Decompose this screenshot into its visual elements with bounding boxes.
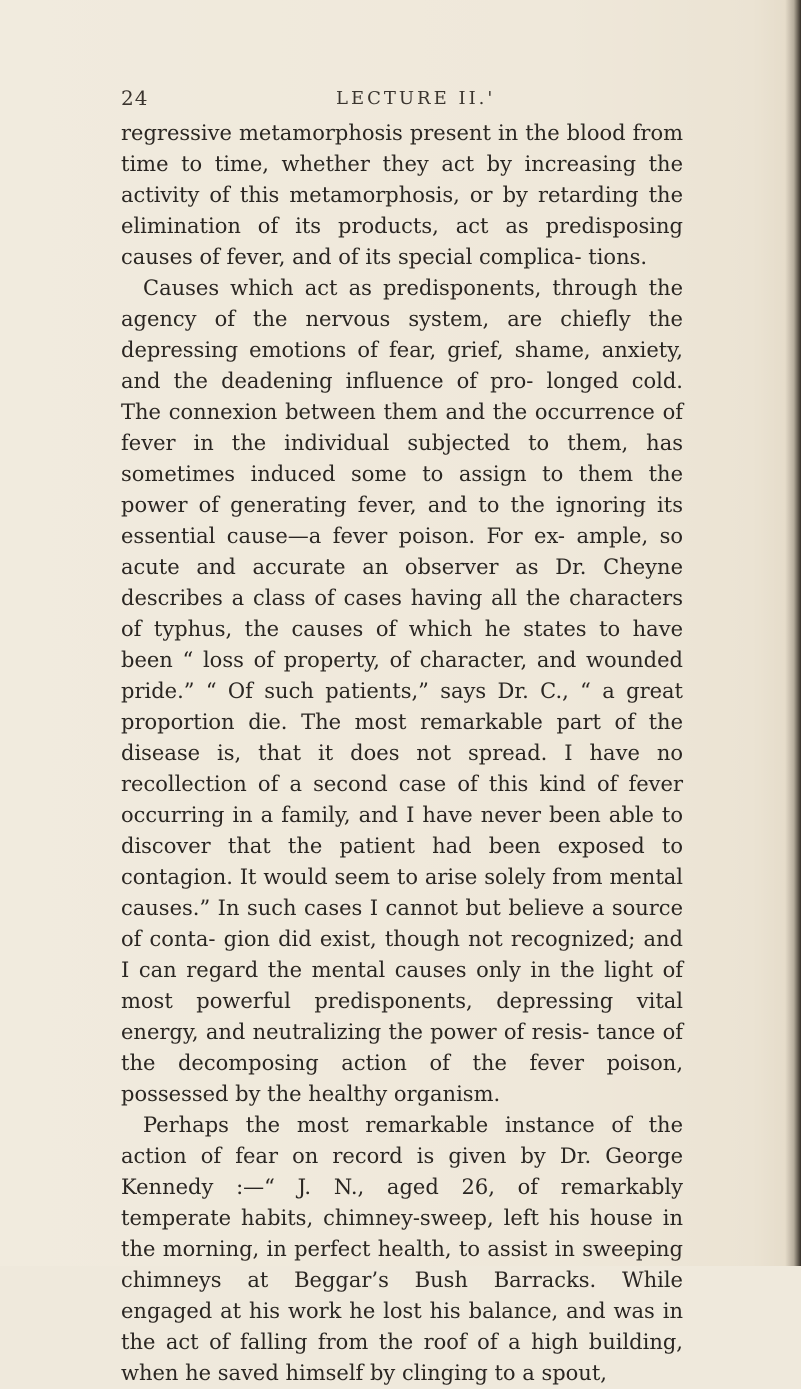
body-text (121, 118, 683, 1389)
paragraph-predisponents: Causes which act as predisponents, through the agency of the nervous system, are chiefly the depressing emotions of fear, grief, shame, anxiety, and the deadening influence of pro- longed cold. The connexion between them and the occurrence of fever in the individual subjected to them, has sometimes induced some to assign to them the power of generating fever, and to the ignoring its essential cause—a fever poison. For ex- ample, so acute and accurate an observer as Dr. Cheyne describes a class of cases having all the characters of typhus, the causes of which he states to have been “ loss of property, of character, and wounded pride.” “ Of such patients,” says Dr. C., “ a great proportion die. The most remarkable part of the disease is, that it does not spread. I have no recollection of a second case of this kind of fever occurring in a family, and I have never been able to discover that the patient had been exposed to contagion. It would seem to arise solely from mental causes.” In such cases I cannot but believe a source of conta- gion did exist, though not recognized; and I can regard the mental causes only in the light of most powerful predisponents, depressing vital energy, and neutralizing the power of resis- tance of the decomposing action of the fever poison, possessed by the healthy organism. (121, 276, 683, 1106)
page-header (121, 86, 681, 118)
running-head: LECTURE II.' (336, 88, 496, 109)
paragraph-fear-instance: Perhaps the most remarkable instance of the action of fear on record is given by Dr. George Kennedy :—“ J. N., aged 26, of remarkably temperate habits, chimney-sweep, left his house in the morning, in perfect health, to assist in sweeping chimneys at Beggar’s Bush Barracks. While engaged at his work he lost his balance, and was in the act of falling from the roof of a high building, when he saved himself by clinging to a spout, (121, 1113, 683, 1385)
paragraph-continued: regressive metamorphosis present in the blood from time to time, whether they act by increasing the activity of this metamorphosis, or by retarding the elimination of its products, act as predisposing causes of fever, and of its special complica- tions. (121, 121, 683, 269)
page-number: 24 (121, 86, 149, 110)
page-edge-shadow (785, 0, 801, 1266)
